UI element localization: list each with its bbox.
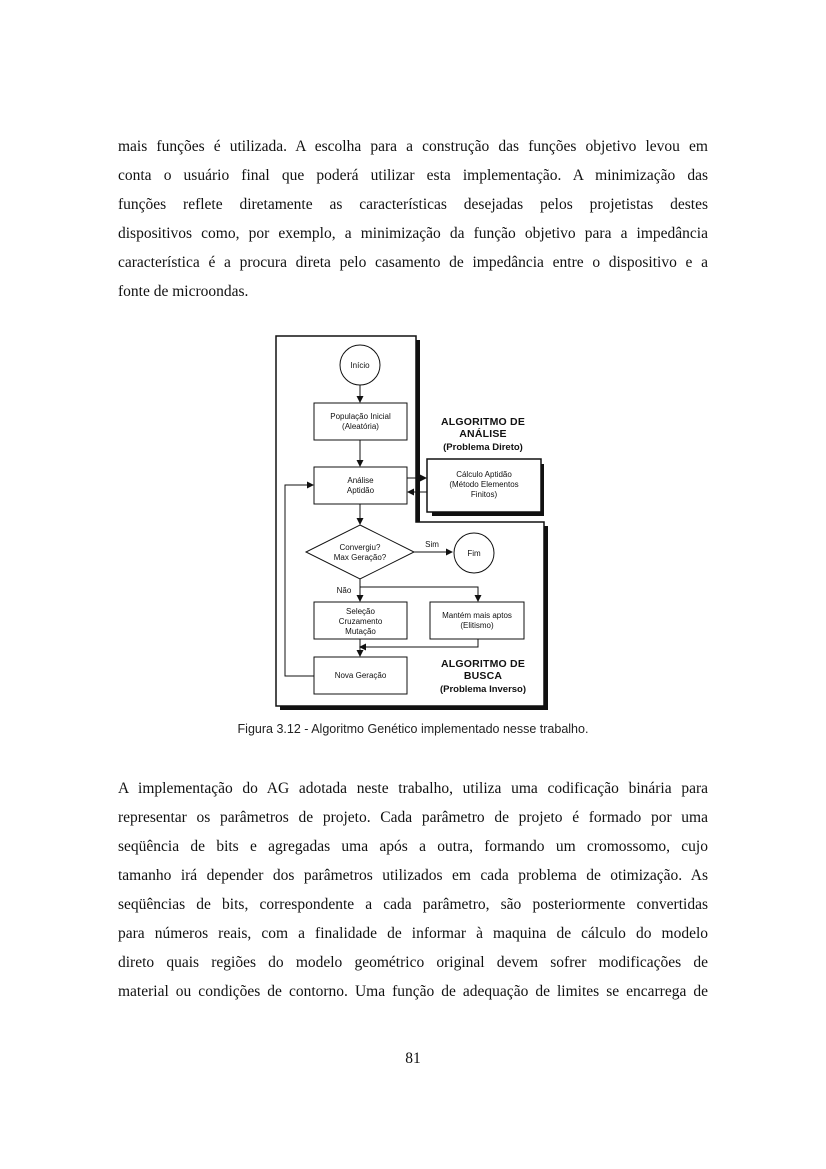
end-label: Fim xyxy=(467,549,481,558)
elitism-line: Mantém mais aptos xyxy=(442,611,512,620)
search-label: (Problema Inverso) xyxy=(439,684,527,695)
text-line: mais funções é utilizada. A escolha para a construção das funções objetivo levou em xyxy=(118,138,708,155)
text-line: direto quais regiões do modelo geométrico original devem sofrer modificações de xyxy=(118,954,708,971)
text-line: dispositivos como, por exemplo, a minimização da função objetivo para a impedância xyxy=(118,225,708,242)
page-number: 81 xyxy=(405,1050,421,1067)
genetic-operators-line: Mutação xyxy=(345,627,376,636)
fitness-analysis-line: Aptidão xyxy=(346,486,375,495)
search-algorithm-frame xyxy=(276,336,544,706)
genetic-operators-line: Cruzamento xyxy=(338,617,383,626)
fitness-calc-line: Finitos) xyxy=(470,490,498,499)
initial-population-line: (Aleatória) xyxy=(342,422,379,431)
text-line: A implementação do AG adotada neste trabalho, utiliza uma codificação binária para xyxy=(118,780,708,797)
analysis-label: ALGORITMO DE xyxy=(440,416,526,428)
initial-population-line: População Inicial xyxy=(330,412,391,421)
search-label: BUSCA xyxy=(463,670,503,682)
search-label: ALGORITMO DE xyxy=(440,658,526,670)
text-line: para números reais, com a finalidade de informar à maquina de cálculo do modelo xyxy=(118,925,708,942)
text-line: tamanho irá depender dos parâmetros utilizados em cada problema de otimização. As xyxy=(118,867,708,884)
text-line: conta o usuário final que poderá utilizar esta implementação. A minimização das xyxy=(118,167,708,184)
no-label: Não xyxy=(336,586,352,595)
genetic-operators-line: Seleção xyxy=(346,607,375,616)
decision-line: Convergiu? xyxy=(339,543,381,552)
paragraph-1 xyxy=(118,132,708,306)
paragraph-2 xyxy=(118,774,708,1006)
text-line: seqüência de bits e agregadas uma após a outra, formando um cromossomo, cujo xyxy=(118,838,708,855)
text-line: característica é a procura direta pelo casamento de impedância entre o dispositivo e a xyxy=(118,254,708,271)
text-line: funções reflete diretamente as características desejadas pelos projetistas destes xyxy=(118,196,708,213)
start-label: Início xyxy=(350,361,370,370)
text-line: seqüências de bits, correspondente a cada parâmetro, são posteriormente convertidas xyxy=(118,896,708,913)
text-line: fonte de microondas. xyxy=(118,283,249,300)
figure-caption: Figura 3.12 - Algoritmo Genético implementado nesse trabalho. xyxy=(237,722,589,736)
text-line: material ou condições de contorno. Uma função de adequação de limites se encarrega de xyxy=(118,983,708,1000)
fitness-calc-line: (Método Elementos xyxy=(449,480,519,489)
decision-line: Max Geração? xyxy=(333,553,387,562)
analysis-label: ANÁLISE xyxy=(459,428,507,440)
new-generation-label: Nova Geração xyxy=(334,671,387,680)
text-line: representar os parâmetros de projeto. Cada parâmetro de projeto é formado por uma xyxy=(118,809,708,826)
analysis-label: (Problema Direto) xyxy=(443,442,523,453)
fitness-calc-line: Cálculo Aptidão xyxy=(456,470,512,479)
fitness-analysis-line: Análise xyxy=(347,476,374,485)
yes-label: Sim xyxy=(425,540,439,549)
genetic-algorithm-flowchart xyxy=(274,334,550,710)
elitism-line: (Elitismo) xyxy=(460,621,494,630)
